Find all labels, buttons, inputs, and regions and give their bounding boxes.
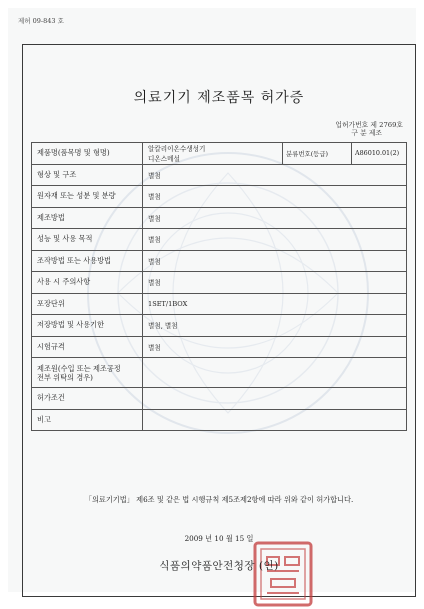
row-label: 사용 시 주의사항 (32, 272, 143, 294)
row-value-classification: A86010.01(2) (352, 143, 407, 165)
row-label: 조작방법 또는 사용방법 (32, 250, 143, 272)
table-row (32, 207, 407, 229)
table-row (32, 388, 407, 410)
row-label: 원자재 또는 성분 및 분량 (32, 186, 143, 208)
row-value: 1SET/1BOX (143, 293, 407, 315)
row-value (143, 358, 407, 388)
table-row (32, 250, 407, 272)
certificate-page (8, 8, 416, 592)
product-name-line1: 알칼리이온수생성기 (148, 145, 206, 154)
row-label: 시험규격 (32, 336, 143, 358)
row-value (143, 409, 407, 431)
row-value-product-name (143, 143, 283, 165)
row-label-manufacturer (32, 358, 143, 388)
table-row (32, 229, 407, 251)
row-label: 허가조건 (32, 388, 143, 410)
table-row (32, 272, 407, 294)
row-value: 별첨 (143, 207, 407, 229)
permit-number: 업허가번호 제 2769호 (335, 121, 403, 129)
row-label: 비고 (32, 409, 143, 431)
row-value: 별첨 (143, 272, 407, 294)
table-row (32, 143, 407, 165)
issuer-name: 식품의약품안전청장 (인) (159, 560, 279, 572)
row-value: 별첨 (143, 229, 407, 251)
row-label: 저장방법 및 사용기한 (32, 315, 143, 337)
row-value (143, 388, 407, 410)
table-row (32, 358, 407, 388)
row-value: 별첨 (143, 336, 407, 358)
manufacturer-label-line2: 전부 위탁의 경우) (37, 372, 93, 382)
row-label: 포장단위 (32, 293, 143, 315)
permit-type: 구 분 제조 (351, 129, 382, 137)
table-row (32, 186, 407, 208)
row-label: 제조방법 (32, 207, 143, 229)
row-label-product-name: 제품명(품목명 및 형명) (32, 143, 143, 165)
official-seal-icon (251, 539, 315, 609)
table-row (32, 336, 407, 358)
row-value: 별첨 (143, 164, 407, 186)
row-label: 형상 및 구조 (32, 164, 143, 186)
product-name-line2: 디온스메설 (148, 155, 180, 164)
row-label: 성능 및 사용 목적 (32, 229, 143, 251)
table-row (32, 315, 407, 337)
row-value: 별첨, 별첨 (143, 315, 407, 337)
law-statement: 「의료기기법」 제6조 및 같은 법 시행규칙 제5조제2항에 따라 위와 같이 허가합니다. (84, 495, 354, 504)
product-info-table (31, 142, 407, 431)
certificate-title: 의료기기 제조품목 허가증 (133, 90, 305, 106)
issue-date: 2009 년 10 월 15 일 (184, 534, 254, 543)
table-row (32, 164, 407, 186)
row-value: 별첨 (143, 186, 407, 208)
document-number: 제허 09-843 호 (18, 17, 64, 25)
table-row (32, 409, 407, 431)
permit-info (335, 121, 403, 137)
table-row (32, 293, 407, 315)
manufacturer-label-line1: 제조원(수입 또는 제조공정 (37, 363, 121, 373)
certificate-frame (22, 44, 416, 597)
row-label-classification: 분류번호(등급) (283, 143, 352, 165)
row-value: 별첨 (143, 250, 407, 272)
